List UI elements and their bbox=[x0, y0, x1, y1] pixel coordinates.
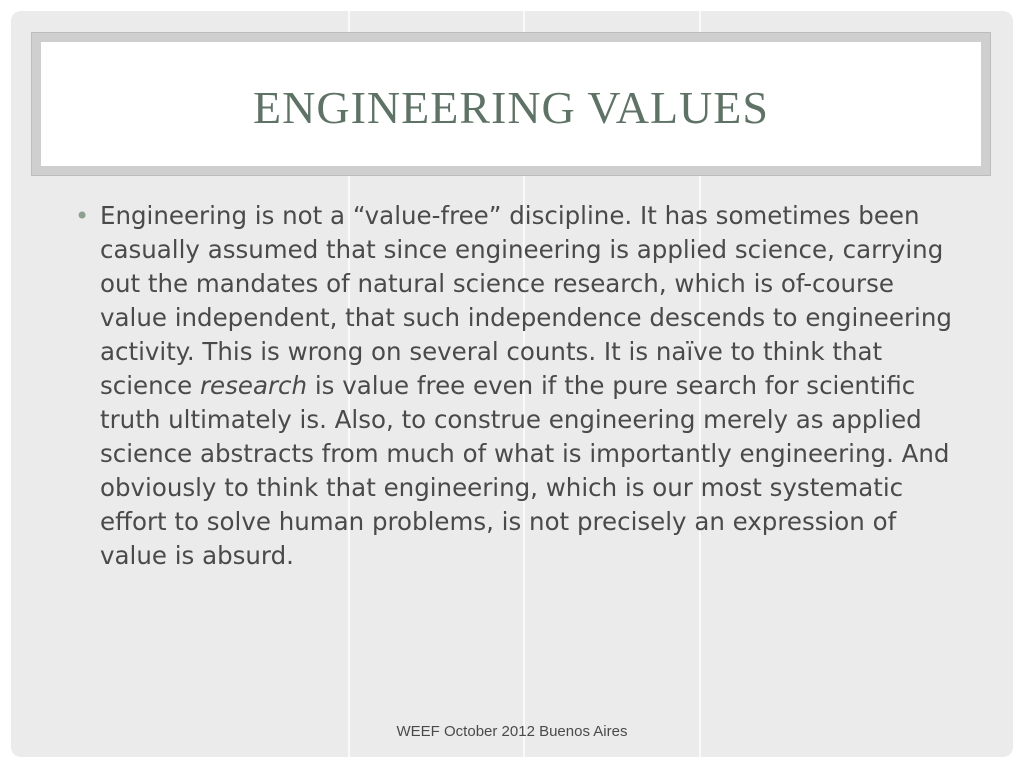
slide bbox=[11, 11, 1013, 757]
bullet-text-continued: is value free even if the pure search for scientific truth ultimately is. Also, to construe engineering merely as applied science abstracts from much of what is importantly engineering. And obviously to think that engineering, which is our most systematic effort to solve human problems, is not precisely an expression of value is absurd. bbox=[100, 371, 950, 570]
bullet-emphasis: research bbox=[199, 371, 308, 400]
title-frame bbox=[31, 32, 991, 176]
bullet-text: Engineering is not a “value-free” discipline. It has sometimes been casually assumed that since engineering is applied science, carrying out the mandates of natural science research, which is of-course value independent, that such independence descends to engineering activity. This is wrong on several counts. It is naïve to think that science bbox=[100, 201, 952, 400]
slide-footer: WEEF October 2012 Buenos Aires bbox=[396, 723, 628, 740]
bullet-list bbox=[73, 199, 953, 573]
slide-title: ENGINEERING VALUES bbox=[253, 81, 769, 133]
title-box bbox=[41, 42, 981, 166]
bullet-dot-icon: • bbox=[75, 202, 90, 230]
bullet-item bbox=[73, 199, 953, 573]
